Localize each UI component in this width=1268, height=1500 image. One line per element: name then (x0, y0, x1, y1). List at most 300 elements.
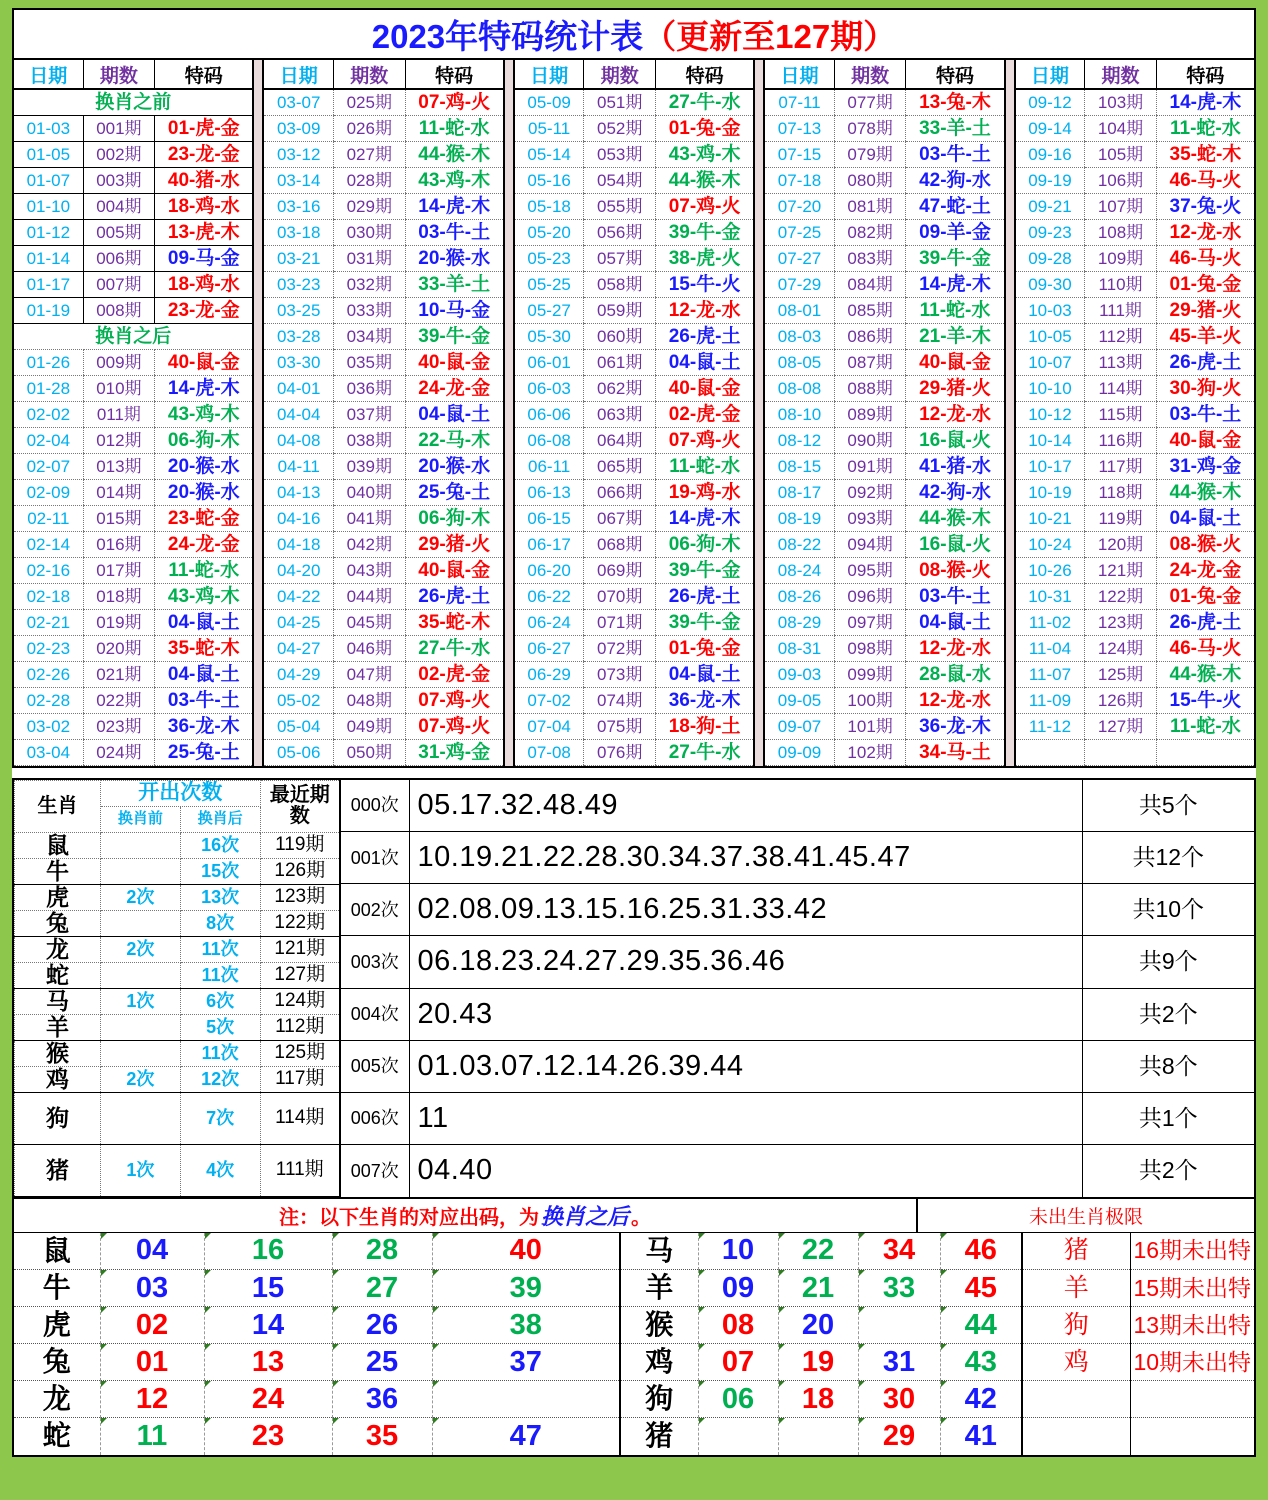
period-cell: 090期 (834, 427, 906, 453)
mapping-number: 38 (432, 1307, 620, 1344)
period-cell: 076期 (584, 739, 656, 765)
mapping-zodiac: 猴 (620, 1307, 698, 1344)
code-row (765, 505, 1003, 531)
stats-recent-period: 122期 (260, 910, 340, 936)
code-cell: 24-龙-金 (405, 375, 503, 401)
counts-row (341, 1040, 1254, 1092)
code-cell: 14-虎-木 (155, 375, 253, 401)
code-row (515, 401, 753, 427)
code-cell: 44-猴-木 (1156, 661, 1254, 687)
stats-recent-period: 127期 (260, 962, 340, 988)
stats-recent-period: 112期 (260, 1014, 340, 1040)
code-cell: 08-猴-火 (1156, 531, 1254, 557)
col-header-code: 特码 (1156, 60, 1254, 89)
stats-recent-period: 117期 (260, 1066, 340, 1092)
content (12, 8, 1256, 1457)
code-row (14, 89, 252, 115)
counts-numbers: 01.03.07.12.14.26.39.44 (409, 1040, 1082, 1092)
code-row (1016, 219, 1254, 245)
code-row (14, 167, 252, 193)
limit-zodiac (1022, 1381, 1130, 1418)
code-cell: 06-狗-木 (655, 531, 753, 557)
date-cell: 06-17 (515, 531, 584, 557)
date-cell: 03-14 (264, 167, 333, 193)
period-cell: 084期 (834, 271, 906, 297)
col-header-code: 特码 (155, 60, 253, 89)
code-row (765, 323, 1003, 349)
code-row (765, 713, 1003, 739)
counts-row (341, 936, 1254, 988)
code-row (515, 687, 753, 713)
stats-row (15, 884, 341, 910)
limit-text: 13期未出特 (1130, 1307, 1254, 1344)
period-cell: 097期 (834, 609, 906, 635)
code-cell: 26-虎-土 (1156, 349, 1254, 375)
code-cell: 20-猴-水 (405, 453, 503, 479)
code-cell: 12-龙-水 (655, 297, 753, 323)
counts-total: 共10个 (1082, 884, 1254, 936)
date-cell: 01-05 (14, 141, 83, 167)
date-cell: 03-12 (264, 141, 333, 167)
date-cell: 10-17 (1016, 453, 1085, 479)
stats-header-freq: 开出次数 (101, 780, 261, 806)
stats-row (15, 1144, 341, 1196)
date-cell: 10-05 (1016, 323, 1085, 349)
mapping-number: 34 (858, 1233, 940, 1270)
code-cell: 04-鼠-土 (655, 661, 753, 687)
code-cell: 20-猴-水 (155, 479, 253, 505)
period-cell: 010期 (83, 375, 155, 401)
code-cell: 09-羊-金 (906, 219, 1004, 245)
date-cell: 09-14 (1016, 115, 1085, 141)
date-cell: 04-25 (264, 609, 333, 635)
code-row (264, 531, 502, 557)
period-cell: 070期 (584, 583, 656, 609)
date-cell: 02-18 (14, 583, 83, 609)
date-cell: 05-20 (515, 219, 584, 245)
date-cell: 03-04 (14, 739, 83, 765)
code-cell: 18-狗-土 (655, 713, 753, 739)
counts-total: 共8个 (1082, 1040, 1254, 1092)
mapping-number: 07 (698, 1344, 778, 1381)
counts-row (341, 832, 1254, 884)
stats-zodiac: 羊 (15, 1014, 101, 1040)
limit-zodiac: 猪 (1022, 1233, 1130, 1270)
mapping-zodiac: 马 (620, 1233, 698, 1270)
stats-after-count: 6次 (180, 988, 260, 1014)
stats-row (15, 1040, 341, 1066)
code-row (264, 297, 502, 323)
counts-total: 共5个 (1082, 780, 1254, 832)
date-cell: 06-29 (515, 661, 584, 687)
period-cell: 120期 (1085, 531, 1157, 557)
code-cell: 37-兔-火 (1156, 193, 1254, 219)
date-cell: 04-13 (264, 479, 333, 505)
counts-numbers: 20.43 (409, 988, 1082, 1040)
zodiac-stats-table (14, 780, 341, 1197)
date-cell: 04-04 (264, 401, 333, 427)
date-cell: 06-15 (515, 505, 584, 531)
code-cell: 03-牛-土 (906, 583, 1004, 609)
table-group-5 (1016, 60, 1254, 766)
period-cell: 049期 (334, 713, 406, 739)
counts-row (341, 988, 1254, 1040)
stats-recent-period: 123期 (260, 884, 340, 910)
date-cell: 03-25 (264, 297, 333, 323)
code-row (1016, 505, 1254, 531)
code-cell: 27-牛-水 (655, 739, 753, 765)
limit-zodiac (1022, 1418, 1130, 1455)
date-cell: 08-10 (765, 401, 834, 427)
code-row (264, 349, 502, 375)
date-cell: 05-27 (515, 297, 584, 323)
code-row (1016, 687, 1254, 713)
code-cell: 39-牛-金 (655, 557, 753, 583)
code-cell: 09-马-金 (155, 245, 253, 271)
date-cell: 09-28 (1016, 245, 1085, 271)
code-row (515, 89, 753, 115)
stats-recent-period: 125期 (260, 1040, 340, 1066)
counts-row (341, 1144, 1254, 1196)
date-cell: 05-09 (515, 89, 584, 115)
stats-zodiac: 龙 (15, 936, 101, 962)
mapping-number: 21 (778, 1270, 858, 1307)
code-cell: 07-鸡-火 (655, 427, 753, 453)
date-cell: 08-31 (765, 635, 834, 661)
code-row (1016, 609, 1254, 635)
counts-label: 002次 (341, 884, 409, 936)
period-cell: 102期 (834, 739, 906, 765)
period-cell: 091期 (834, 453, 906, 479)
code-cell: 11-蛇-水 (405, 115, 503, 141)
code-cell: 43-鸡-木 (655, 141, 753, 167)
date-cell: 02-16 (14, 557, 83, 583)
date-cell: 04-16 (264, 505, 333, 531)
period-cell: 093期 (834, 505, 906, 531)
date-cell: 05-25 (515, 271, 584, 297)
period-cell: 125期 (1085, 661, 1157, 687)
code-cell: 44-猴-木 (1156, 479, 1254, 505)
code-row (515, 635, 753, 661)
period-cell: 103期 (1085, 89, 1157, 115)
period-cell: 111期 (1085, 297, 1157, 323)
code-cell: 03-牛-土 (155, 687, 253, 713)
date-cell: 05-14 (515, 141, 584, 167)
date-cell: 02-04 (14, 427, 83, 453)
code-row (765, 115, 1003, 141)
period-cell: 094期 (834, 531, 906, 557)
period-cell: 063期 (584, 401, 656, 427)
code-row (515, 739, 753, 765)
date-cell: 06-03 (515, 375, 584, 401)
code-cell: 46-马-火 (1156, 635, 1254, 661)
note-suffix: 。 (631, 1206, 651, 1229)
stats-header-zodiac: 生肖 (15, 780, 101, 832)
code-row (765, 557, 1003, 583)
code-row (1016, 713, 1254, 739)
code-cell: 41-猪-水 (906, 453, 1004, 479)
code-cell: 12-龙-水 (906, 401, 1004, 427)
period-cell: 022期 (83, 687, 155, 713)
date-cell: 07-20 (765, 193, 834, 219)
period-cell: 081期 (834, 193, 906, 219)
stats-zodiac: 猴 (15, 1040, 101, 1066)
stats-zodiac: 狗 (15, 1092, 101, 1144)
code-row (1016, 661, 1254, 687)
date-cell: 08-08 (765, 375, 834, 401)
mapping-zodiac: 兔 (14, 1344, 100, 1381)
period-cell: 017期 (83, 557, 155, 583)
date-cell: 05-23 (515, 245, 584, 271)
date-cell: 09-03 (765, 661, 834, 687)
period-cell: 041期 (334, 505, 406, 531)
code-cell: 36-龙-木 (906, 713, 1004, 739)
period-cell: 082期 (834, 219, 906, 245)
code-row (765, 609, 1003, 635)
date-cell: 02-09 (14, 479, 83, 505)
date-cell: 06-01 (515, 349, 584, 375)
mapping-number: 09 (698, 1270, 778, 1307)
code-cell: 14-虎-木 (405, 193, 503, 219)
stats-after-count: 11次 (180, 1040, 260, 1066)
stats-zodiac: 马 (15, 988, 101, 1014)
code-row (515, 583, 753, 609)
period-cell: 105期 (1085, 141, 1157, 167)
mapping-number: 46 (940, 1233, 1022, 1270)
code-row (1016, 349, 1254, 375)
period-cell: 034期 (334, 323, 406, 349)
date-cell: 02-07 (14, 453, 83, 479)
code-cell: 04-鼠-土 (655, 349, 753, 375)
code-cell: 02-虎-金 (655, 401, 753, 427)
limit-zodiac: 鸡 (1022, 1344, 1130, 1381)
code-cell: 04-鼠-土 (1156, 505, 1254, 531)
period-cell: 055期 (584, 193, 656, 219)
code-cell: 13-虎-木 (155, 219, 253, 245)
limit-text: 10期未出特 (1130, 1344, 1254, 1381)
period-cell: 044期 (334, 583, 406, 609)
date-cell: 04-27 (264, 635, 333, 661)
code-row (264, 687, 502, 713)
code-row (515, 557, 753, 583)
code-cell: 01-兔-金 (655, 635, 753, 661)
code-cell: 40-猪-水 (155, 167, 253, 193)
code-cell: 40-鼠-金 (655, 375, 753, 401)
mapping-number: 19 (778, 1344, 858, 1381)
period-cell: 008期 (83, 297, 155, 323)
code-cell: 44-猴-木 (906, 505, 1004, 531)
code-cell: 07-鸡-火 (405, 713, 503, 739)
code-row (264, 193, 502, 219)
period-cell: 033期 (334, 297, 406, 323)
code-row (14, 583, 252, 609)
code-cell: 45-羊-火 (1156, 323, 1254, 349)
code-row (264, 219, 502, 245)
code-row (14, 219, 252, 245)
stats-recent-period: 111期 (260, 1144, 340, 1196)
period-cell: 037期 (334, 401, 406, 427)
code-cell: 46-马-火 (1156, 167, 1254, 193)
period-cell: 077期 (834, 89, 906, 115)
code-cell: 13-兔-木 (906, 89, 1004, 115)
period-cell: 050期 (334, 739, 406, 765)
limit-zodiac: 羊 (1022, 1270, 1130, 1307)
period-cell: 066期 (584, 479, 656, 505)
date-cell: 01-12 (14, 219, 83, 245)
stats-zodiac: 猪 (15, 1144, 101, 1196)
date-cell: 11-09 (1016, 687, 1085, 713)
mapping-row (14, 1270, 1254, 1307)
note-text (14, 1199, 918, 1232)
code-cell: 29-猪-火 (405, 531, 503, 557)
period-cell: 058期 (584, 271, 656, 297)
counts-label: 005次 (341, 1040, 409, 1092)
period-cell: 113期 (1085, 349, 1157, 375)
date-cell: 09-30 (1016, 271, 1085, 297)
code-row (515, 349, 753, 375)
stats-recent-period: 126期 (260, 858, 340, 884)
date-cell: 10-31 (1016, 583, 1085, 609)
code-row (264, 635, 502, 661)
mapping-number (858, 1307, 940, 1344)
date-cell: 03-23 (264, 271, 333, 297)
date-cell: 11-07 (1016, 661, 1085, 687)
stats-before-count (101, 962, 181, 988)
code-row (14, 687, 252, 713)
stats-recent-period: 119期 (260, 832, 340, 858)
period-cell: 029期 (334, 193, 406, 219)
period-cell: 038期 (334, 427, 406, 453)
mapping-number (432, 1381, 620, 1418)
code-cell: 24-龙-金 (155, 531, 253, 557)
code-cell: 20-猴-水 (155, 453, 253, 479)
mapping-number: 15 (204, 1270, 332, 1307)
code-row (14, 245, 252, 271)
limit-text: 15期未出特 (1130, 1270, 1254, 1307)
code-cell: 40-鼠-金 (906, 349, 1004, 375)
limit-text (1130, 1381, 1254, 1418)
period-cell: 032期 (334, 271, 406, 297)
period-cell: 085期 (834, 297, 906, 323)
period-cell: 012期 (83, 427, 155, 453)
date-cell: 07-11 (765, 89, 834, 115)
stats-recent-period: 121期 (260, 936, 340, 962)
date-cell: 08-03 (765, 323, 834, 349)
date-cell: 07-15 (765, 141, 834, 167)
col-header-code: 特码 (906, 60, 1004, 89)
stats-after-count: 11次 (180, 962, 260, 988)
mapping-number: 24 (204, 1381, 332, 1418)
date-cell: 10-24 (1016, 531, 1085, 557)
code-row (515, 479, 753, 505)
date-cell: 09-07 (765, 713, 834, 739)
date-cell: 04-22 (264, 583, 333, 609)
counts-numbers: 11 (409, 1092, 1082, 1144)
mapping-number: 08 (698, 1307, 778, 1344)
period-cell: 112期 (1085, 323, 1157, 349)
code-row (765, 349, 1003, 375)
table-group-3 (515, 60, 755, 766)
code-row (765, 427, 1003, 453)
code-row (14, 271, 252, 297)
mapping-number: 04 (100, 1233, 204, 1270)
stats-after-count: 12次 (180, 1066, 260, 1092)
code-row (765, 375, 1003, 401)
counts-numbers: 10.19.21.22.28.30.34.37.38.41.45.47 (409, 832, 1082, 884)
counts-label: 003次 (341, 936, 409, 988)
code-row (1016, 193, 1254, 219)
code-cell: 39-牛-金 (906, 245, 1004, 271)
date-cell: 08-01 (765, 297, 834, 323)
stats-after-count: 11次 (180, 936, 260, 962)
counts-total: 共9个 (1082, 936, 1254, 988)
col-header-date: 日期 (14, 60, 83, 89)
stats-before-count (101, 1040, 181, 1066)
code-cell: 06-狗-木 (405, 505, 503, 531)
period-cell: 115期 (1085, 401, 1157, 427)
code-row (1016, 739, 1254, 765)
stats-before-count (101, 910, 181, 936)
code-row (264, 661, 502, 687)
period-cell: 099期 (834, 661, 906, 687)
date-cell: 08-15 (765, 453, 834, 479)
counts-label: 004次 (341, 988, 409, 1040)
period-cell: 018期 (83, 583, 155, 609)
stats-before-count (101, 1092, 181, 1144)
period-cell: 007期 (83, 271, 155, 297)
code-row (14, 115, 252, 141)
mapping-number: 12 (100, 1381, 204, 1418)
stats-header-before: 换肖前 (101, 806, 181, 832)
code-row (14, 375, 252, 401)
code-cell: 19-鸡-水 (655, 479, 753, 505)
date-cell: 08-24 (765, 557, 834, 583)
code-row (765, 167, 1003, 193)
date-cell: 06-22 (515, 583, 584, 609)
period-cell: 048期 (334, 687, 406, 713)
date-cell: 06-27 (515, 635, 584, 661)
code-cell: 23-龙-金 (155, 141, 253, 167)
code-cell: 01-兔-金 (1156, 583, 1254, 609)
code-cell: 27-牛-水 (405, 635, 503, 661)
code-cell: 11-蛇-水 (655, 453, 753, 479)
mapping-number: 25 (332, 1344, 432, 1381)
code-row (515, 193, 753, 219)
mapping-number: 44 (940, 1307, 1022, 1344)
period-cell: 065期 (584, 453, 656, 479)
date-cell: 03-16 (264, 193, 333, 219)
mapping-number: 40 (432, 1233, 620, 1270)
period-cell: 083期 (834, 245, 906, 271)
code-cell: 02-虎-金 (405, 661, 503, 687)
period-cell: 009期 (83, 349, 155, 375)
code-cell: 36-龙-木 (655, 687, 753, 713)
code-cell: 23-蛇-金 (155, 505, 253, 531)
period-cell: 031期 (334, 245, 406, 271)
date-cell: 07-18 (765, 167, 834, 193)
column-separator (1006, 60, 1016, 766)
period-cell: 104期 (1085, 115, 1157, 141)
code-cell: 04-鼠-土 (155, 661, 253, 687)
mapping-number: 06 (698, 1381, 778, 1418)
period-cell: 074期 (584, 687, 656, 713)
period-cell: 016期 (83, 531, 155, 557)
section-header: 换肖之后 (14, 323, 252, 349)
date-cell: 08-12 (765, 427, 834, 453)
code-cell: 30-狗-火 (1156, 375, 1254, 401)
mapping-number: 35 (332, 1418, 432, 1455)
code-row (264, 479, 502, 505)
